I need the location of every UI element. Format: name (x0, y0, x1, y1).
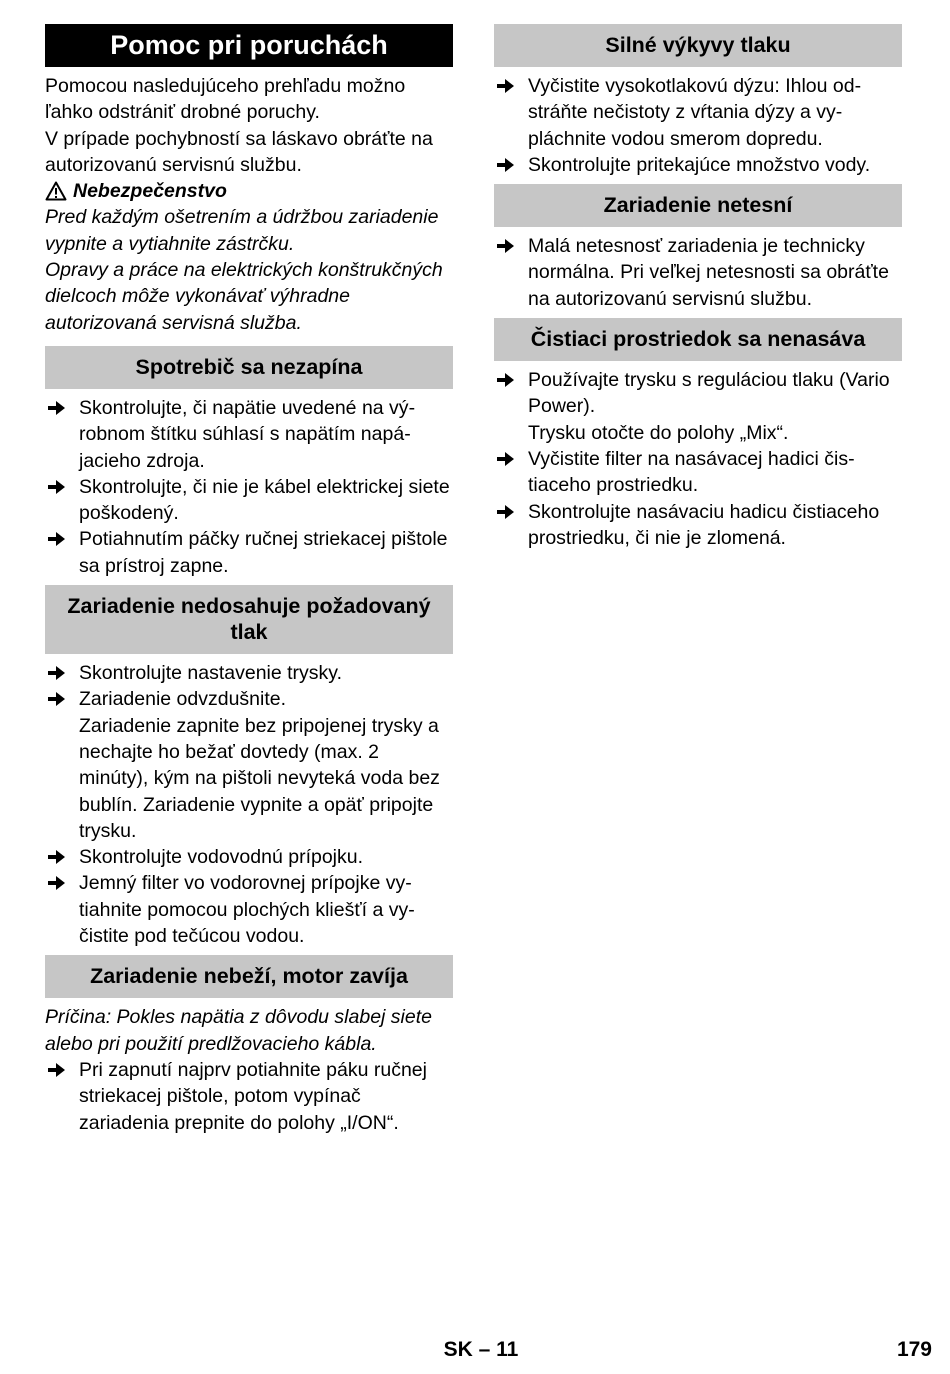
arrow-right-icon (497, 451, 515, 467)
arrow-right-icon (497, 504, 515, 520)
arrow-right-icon (48, 875, 66, 891)
arrow-right-icon (48, 400, 66, 416)
list-item-text: Skontrolujte pritekajúce množstvo vody. (528, 153, 871, 176)
list-item (494, 446, 902, 499)
intro-paragraph: Pomocou nasledujúceho prehľadu možno ľahko odstrániť drobné poruchy. (45, 75, 406, 124)
list-item (494, 233, 902, 312)
bullet-list (45, 1057, 453, 1136)
warning-triangle-icon (45, 181, 67, 201)
list-item (45, 870, 453, 949)
section-heading: Spotrebič sa nezapína (45, 346, 453, 389)
intro-paragraph: V prípade pochybností sa láskavo obráťte na autorizovanú servisnú službu. (45, 127, 433, 176)
list-item-text: Používajte trysku s reguláciou tlaku (Vario Power). (528, 369, 890, 418)
list-item-text: Skontrolujte, či nie je kábel elektrickej siete poškodený. (79, 475, 450, 525)
page-title: Pomoc pri poruchách (45, 24, 453, 67)
list-item (494, 367, 902, 446)
bullet-list (45, 395, 453, 579)
arrow-right-icon (48, 691, 66, 707)
arrow-right-icon (48, 1062, 66, 1078)
bullet-list (494, 367, 902, 551)
warning-text: Opravy a práce na elektrických konštrukčných dielcoch môže vykonávať výhradne autorizovaná servisná služba. (45, 259, 443, 334)
list-item (45, 1057, 453, 1136)
list-item (45, 660, 453, 686)
list-item-subtext: Zariadenie zapnite bez pripojenej trysky a nechajte ho bežať dovtedy (max. 2 minúty), kým na pištoli nevyteká voda bez bublín. Zariadenie vypnite a opäť pripojte trysku. (79, 714, 440, 842)
list-item (45, 844, 453, 870)
list-item (494, 73, 902, 152)
section-heading: Zariadenie netesní (494, 184, 902, 227)
list-item-text: Malá netesnosť zariadenia je technicky normálna. Pri veľkej netesnosti sa obráťte na autorizovanú servisnú službu. (528, 235, 889, 310)
list-item (494, 499, 902, 552)
left-column (45, 24, 453, 1136)
warning-text: Pred každým ošetrením a údržbou zariadenie vypnite a vytiahnite zástrčku. (45, 206, 439, 255)
section-heading: Zariadenie nedosahuje požadovaný tlak (45, 585, 453, 654)
arrow-right-icon (48, 665, 66, 681)
arrow-right-icon (497, 157, 515, 173)
list-item-text: Skontrolujte nastavenie trysky. (79, 662, 343, 685)
bullet-list (45, 660, 453, 949)
arrow-right-icon (48, 531, 66, 547)
arrow-right-icon (497, 238, 515, 254)
list-item-text: Vyčistite vysokotlakovú dýzu: Ihlou odstráňte nečistoty z vŕtania dýzy a vypláchnite vodou smerom dopredu. (528, 75, 862, 150)
arrow-right-icon (497, 372, 515, 388)
cause-text: Príčina: Pokles napätia z dôvodu slabej siete alebo pri použití predlžovacieho kábla. (45, 1006, 432, 1055)
list-item (45, 474, 453, 527)
list-item-text: Pri zapnutí najprv potiahnite páku ručnej striekacej pištole, potom vypínač zariadenia prepnite do polohy „I/ON“. (79, 1058, 427, 1134)
arrow-right-icon (48, 849, 66, 865)
list-item-subtext: Trysku otočte do polohy „Mix“. (528, 421, 789, 444)
list-item-text: Potiahnutím páčky ručnej striekacej pištole sa prístroj zapne. (79, 528, 448, 577)
section-heading: Zariadenie nebeží, motor zavíja (45, 955, 453, 998)
list-item (494, 152, 902, 178)
footer-section-label: SK – 11 (443, 1338, 519, 1361)
list-item-text: Skontrolujte, či napätie uvedené na výrobnom štítku súhlasí s napätím napájacieho zdroja. (79, 396, 416, 472)
list-item-text: Skontrolujte nasávaciu hadicu čistiaceho prostriedku, či nie je zlomená. (528, 500, 880, 549)
section-heading: Čistiaci prostriedok sa nenasáva (494, 318, 902, 361)
arrow-right-icon (497, 78, 515, 94)
list-item-text: Skontrolujte vodovodnú prípojku. (79, 846, 364, 869)
section-heading: Silné výkyvy tlaku (494, 24, 902, 67)
list-item (45, 395, 453, 474)
list-item-text: Zariadenie odvzdušnite. (79, 688, 287, 711)
list-item (45, 526, 453, 579)
warning-title (45, 178, 453, 204)
bullet-list (494, 73, 902, 178)
list-item-text: Jemný filter vo vodorovnej prípojke vytiahnite pomocou plochých kliešťí a vyčistite pod tečúcou vodou. (79, 872, 415, 948)
right-column (494, 24, 902, 551)
page-number: 179 (896, 1338, 932, 1361)
list-item (45, 686, 453, 844)
warning-title-text: Nebezpečenstvo (73, 180, 227, 203)
arrow-right-icon (48, 479, 66, 495)
list-item-text: Vyčistite filter na nasávacej hadici čistiaceho prostriedku. (528, 447, 855, 497)
bullet-list (494, 233, 902, 312)
